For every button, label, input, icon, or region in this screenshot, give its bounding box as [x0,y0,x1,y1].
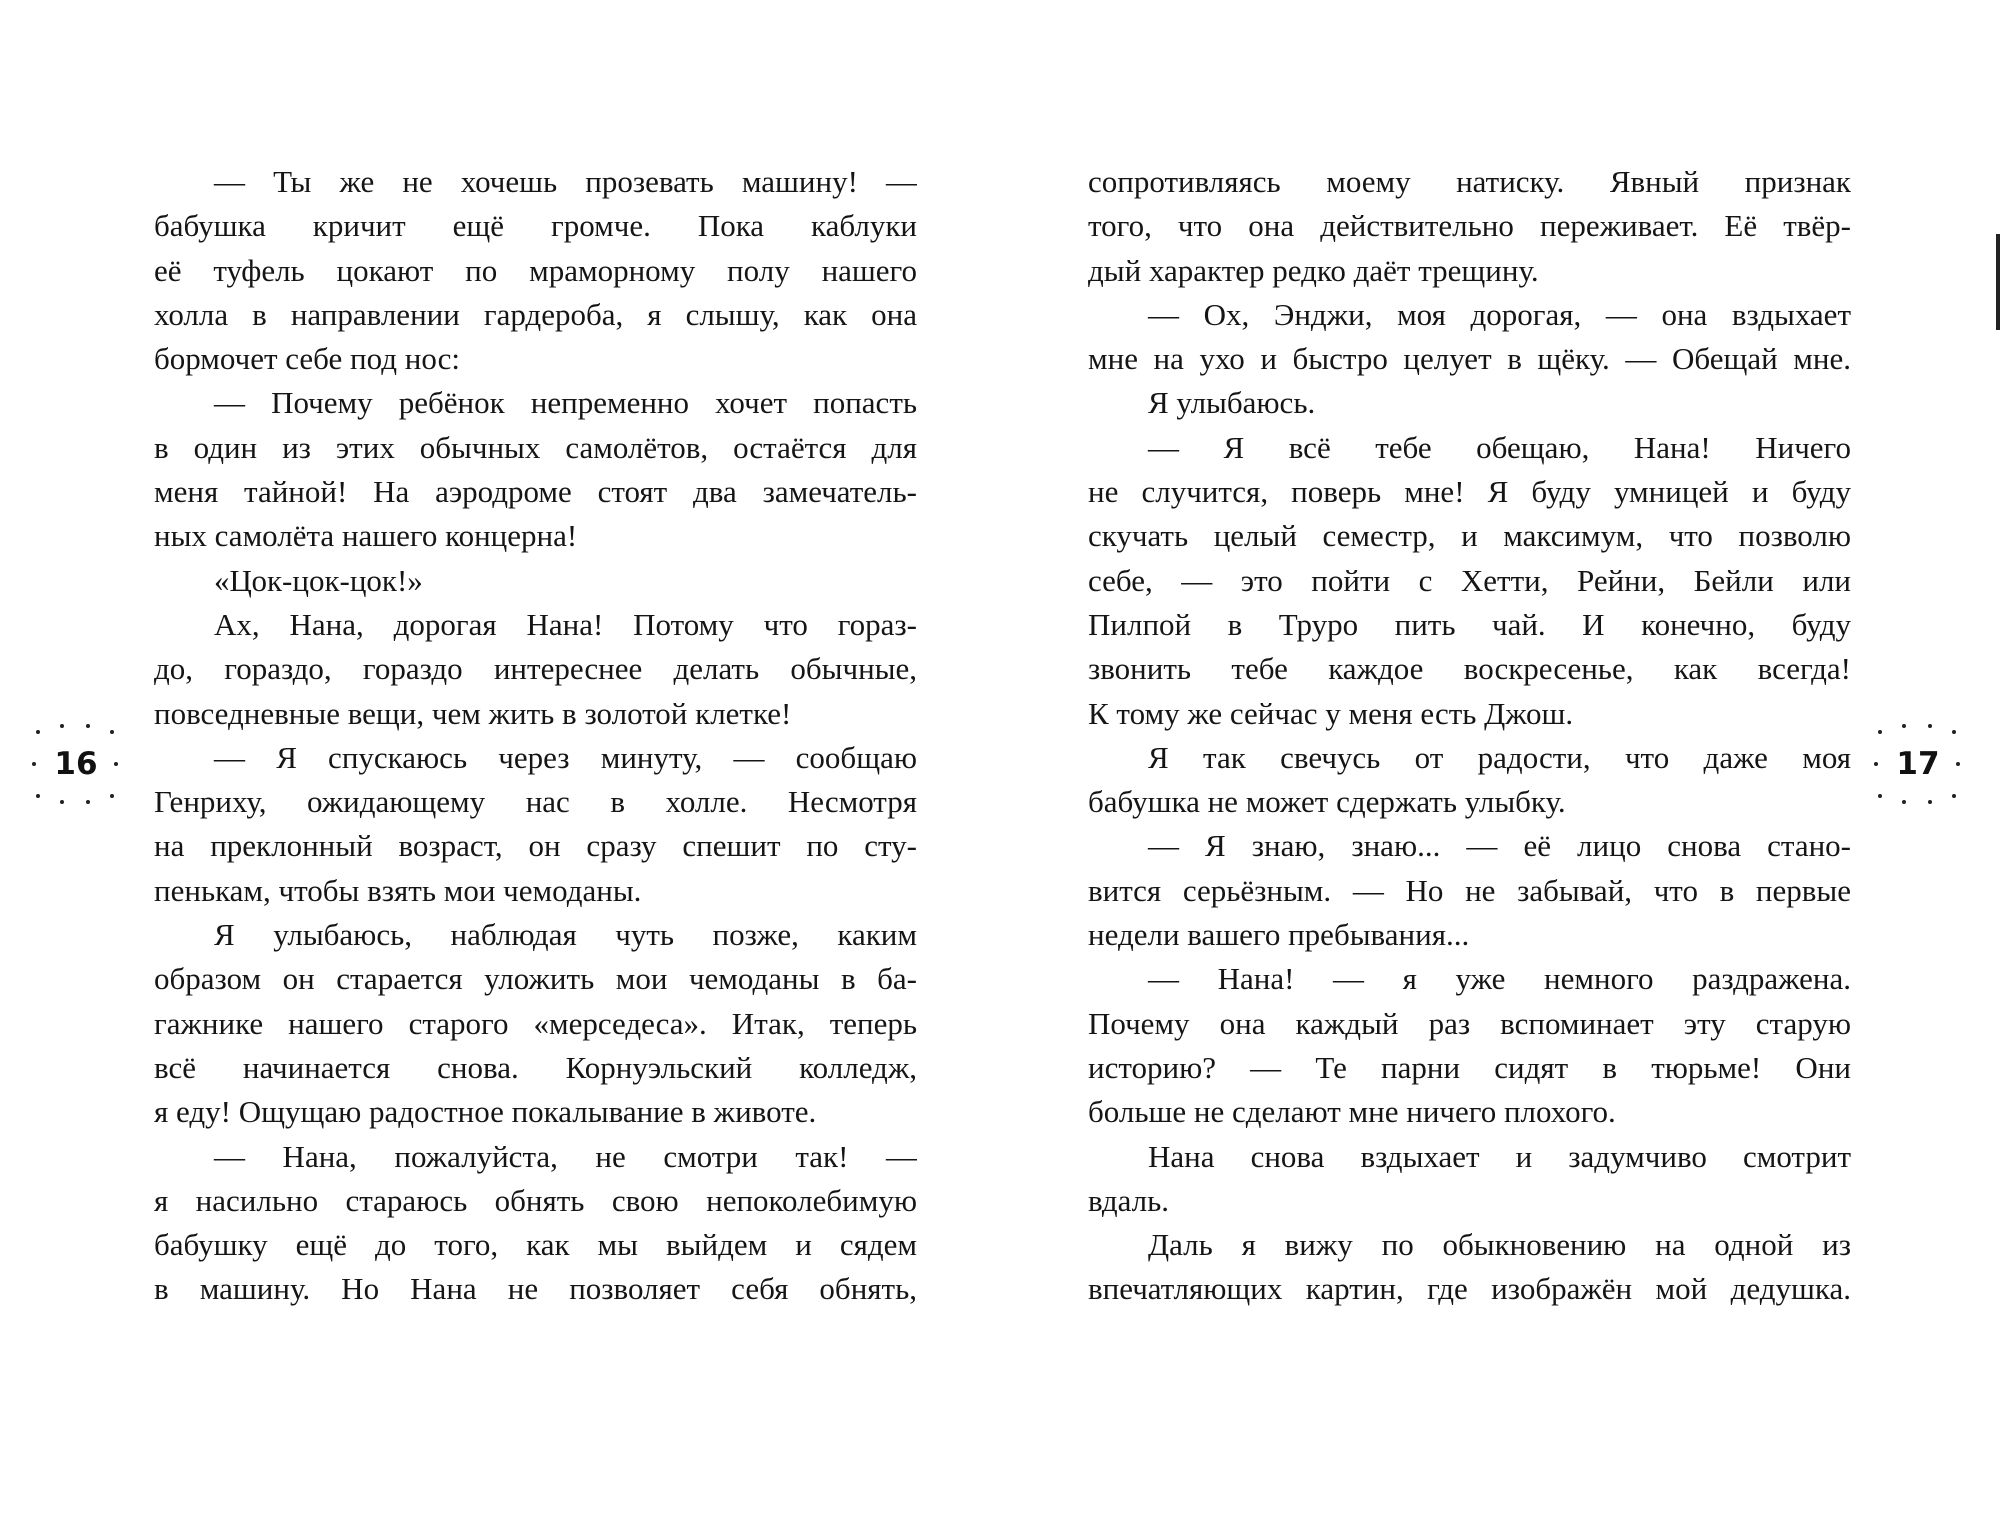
text-line: — Ох, Энджи, моя дорогая, — она вздыхает [1148,296,1851,332]
text-line: не случится, поверь мне! Я буду умницей и буду [1088,474,1851,510]
text-line: я еду! Ощущаю радостное покалывание в животе. [154,1094,817,1130]
text-line: скучать целый семестр, и максимум, что позволю [1088,518,1851,554]
text-line: — Я спускаюсь через минуту, — сообщаю [214,739,917,775]
text-line: ных самолёта нашего концерна! [154,518,578,554]
text-line: Я улыбаюсь, наблюдая чуть позже, каким [214,917,917,953]
text-line: Я так свечусь от радости, что даже моя [1148,739,1851,775]
text-line: «Цок-цок-цок!» [214,562,423,598]
page-number: 17 [1896,746,1940,782]
text-line: вится серьёзным. — Но не забывай, что в первые [1088,872,1851,908]
text-line: — Нана! — я уже немного раздражена. [1148,961,1851,997]
page-edge-mark [1996,234,2000,330]
text-line: Почему она каждый раз вспоминает эту старую [1088,1005,1851,1041]
text-line: — Я всё тебе обещаю, Нана! Ничего [1148,429,1851,465]
text-line: бабушку ещё до того, как мы выйдем и сядем [154,1227,917,1263]
text-line: — Ты же не хочешь прозевать машину! — [214,164,917,199]
text-line: меня тайной! На аэродроме стоят два замечатель- [154,474,917,510]
text-line: дый характер редко даёт трещину. [1088,252,1539,288]
text-line: Ах, Нана, дорогая Нана! Потому что гораз- [214,606,917,642]
text-line: больше не сделают мне ничего плохого. [1088,1094,1616,1130]
text-line: всё начинается снова. Корнуэльский колледж, [154,1049,917,1085]
text-line: Генриху, ожидающему нас в холле. Несмотря [154,784,917,820]
text-line: повседневные вещи, чем жить в золотой клетке! [154,695,792,731]
text-line: недели вашего пребывания... [1088,917,1470,953]
text-line: в машину. Но Нана не позволяет себя обнять, [154,1271,917,1307]
right-page [1000,0,2000,1518]
left-page-text [154,160,917,1312]
right-page-text [1088,160,1851,1312]
text-line: впечатляющих картин, где изображён мой дедушка. [1088,1271,1851,1307]
text-line: Я улыбаюсь. [1148,385,1316,421]
text-line: пенькам, чтобы взять мои чемоданы. [154,872,642,908]
text-line: себе, — это пойти с Хетти, Рейни, Бейли или [1088,562,1851,598]
text-line: историю? — Те парни сидят в тюрьме! Они [1088,1049,1851,1085]
text-line: вдаль. [1088,1182,1170,1218]
text-line: холла в направлении гардероба, я слышу, как она [154,296,917,332]
text-line: того, что она действительно переживает. Её твёр- [1088,208,1851,244]
text-line: Пилпой в Труро пить чай. И конечно, буду [1088,606,1851,642]
text-line: бабушка не может сдержать улыбку. [1088,784,1566,820]
text-line: Даль я вижу по обыкновению на одной из [1148,1227,1851,1263]
text-line: гажнике нашего старого «мерседеса». Итак, теперь [154,1005,917,1041]
text-line: К тому же сейчас у меня есть Джош. [1088,695,1574,731]
text-line: образом он старается уложить мои чемоданы в ба- [154,961,917,997]
text-line: — Я знаю, знаю... — её лицо снова стано- [1148,828,1851,864]
text-line: сопротивляясь моему натиску. Явный признак [1088,164,1851,199]
text-line: — Почему ребёнок непременно хочет попасть [214,385,917,421]
text-line: мне на ухо и быстро целует в щёку. — Обещай мне. [1088,341,1851,377]
text-line: я насильно стараюсь обнять свою непоколебимую [154,1182,917,1218]
text-line: Нана снова вздыхает и задумчиво смотрит [1148,1138,1851,1174]
text-line: до, гораздо, гораздо интереснее делать обычные, [154,651,917,687]
text-line: на преклонный возраст, он сразу спешит по сту- [154,828,917,864]
text-line: её туфель цокают по мраморному полу нашего [154,252,917,288]
text-line: в один из этих обычных самолётов, остаётся для [154,429,917,465]
text-line: бабушка кричит ещё громче. Пока каблуки [154,208,917,244]
text-line: звонить тебе каждое воскресенье, как всегда! [1088,651,1851,687]
text-line: бормочет себе под нос: [154,341,460,377]
page-number: 16 [54,746,98,782]
text-line: — Нана, пожалуйста, не смотри так! — [214,1138,917,1174]
